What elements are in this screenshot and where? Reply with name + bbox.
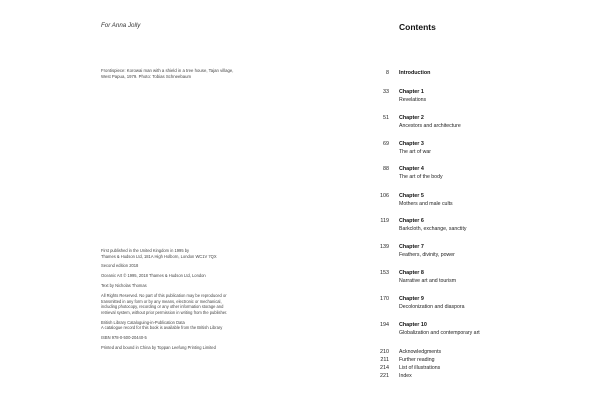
toc-chapter-title: Barkcloth, exchange, sanctity [399,226,467,232]
toc-page-number: 194 [380,322,389,328]
imprint-line: Oceanic Art © 1995, 2018 Thames & Hudson Ltd, London [101,273,206,279]
toc-page-number: 119 [380,218,389,224]
toc-heading: Introduction [399,70,431,76]
toc-page-number: 214 [380,365,389,371]
toc-heading: Chapter 3 [399,141,424,147]
toc-heading: Chapter 4 [399,166,424,172]
toc-entry [0,166,600,186]
toc-page-number: 211 [380,357,389,363]
toc-heading: Chapter 2 [399,115,424,121]
imprint-line: A catalogue record for this book is available from the British Library [101,325,223,331]
toc-entry [0,141,600,161]
toc-chapter-title: The art of the body [399,174,443,180]
toc-chapter-title: Revelations [399,97,427,103]
toc-end-matter-label: Further reading [399,357,435,363]
toc-entry [0,319,600,342]
imprint-line: Printed and bound in China by Toppan Leefung Printing Limited [101,345,216,351]
toc-entry [0,218,600,238]
toc-page-number: 221 [380,373,389,379]
toc-end-matter-entry [0,373,600,381]
toc-chapter-title: Mothers and male cults [399,201,453,207]
toc-page-number: 139 [380,244,389,250]
toc-chapter-title: Feathers, divinity, power [399,252,455,258]
imprint-line: First published in the United Kingdom in 1995 by [101,248,190,253]
toc-end-matter-entry [0,357,600,365]
imprint-line: including photocopy, recording or any other information storage and [101,304,224,310]
imprint-line: ISBN 978-0-500-20440-5 [101,335,147,341]
toc-page-number: 8 [386,70,389,76]
toc-heading: Chapter 6 [399,218,424,224]
frontispiece-line: Frontispiece: Korowai man with a shield in a tree house, Tajan village, [101,68,234,73]
toc-end-matter-entry [0,365,600,373]
toc-chapter-title: Ancestors and architecture [399,123,461,129]
toc-heading: Chapter 10 [399,322,427,328]
toc-entry [0,70,600,90]
frontispiece-line: West Papua, 1979. Photo: Tobias Schneebaum [101,74,192,80]
toc-heading: Chapter 5 [399,193,424,199]
imprint-line: Thames & Hudson Ltd, 181A High Holborn, London WC1V 7QX [101,253,217,259]
imprint-line: Text by Nicholas Thomas [101,283,147,289]
toc-page-number: 69 [383,141,389,147]
toc-page-number: 153 [380,270,389,276]
toc-page-number: 88 [383,166,389,172]
toc-heading: Chapter 9 [399,296,424,302]
imprint-line: All Rights Reserved. No part of this publication may be reproduced or [101,293,227,299]
toc-entry [0,296,600,316]
toc-page-number: 106 [380,193,389,199]
toc-chapter-title: The art of war [399,149,432,155]
toc-chapter-title: Narrative art and tourism [399,278,457,284]
toc-heading: Chapter 7 [399,244,424,250]
imprint-line: British Library Cataloguing-in-Publication Data [101,319,185,325]
toc-end-matter-label: Acknowledgments [399,349,442,355]
toc-chapter-title: Globalization and contemporary art [399,330,480,336]
toc-end-matter-label: Index [399,373,412,379]
contents-title: Contents [399,22,436,32]
imprint-block [101,263,291,269]
dedication: For Anna Jolly [101,22,141,29]
toc-entry [0,89,600,109]
toc-page-number: 33 [383,89,389,95]
imprint-line: retrieval system, without prior permission in writing from the publisher. [101,309,228,315]
toc-page-number: 51 [383,115,389,121]
toc-chapter-title: Decolonization and diaspora [399,304,465,310]
toc-entry [0,244,600,264]
toc-entry [0,115,600,135]
toc-end-matter-label: List of illustrations [399,365,441,371]
toc-end-matter-entry [0,349,600,357]
toc-entry [0,193,600,213]
toc-page-number: 210 [380,349,389,355]
imprint-line: transmitted in any form or by any means, electronic or mechanical, [101,298,222,304]
toc-entry [0,270,600,290]
toc-heading: Chapter 1 [399,89,424,95]
toc-heading: Chapter 8 [399,270,424,276]
imprint-line: Second edition 2018 [101,263,139,269]
toc-page-number: 170 [380,296,389,302]
